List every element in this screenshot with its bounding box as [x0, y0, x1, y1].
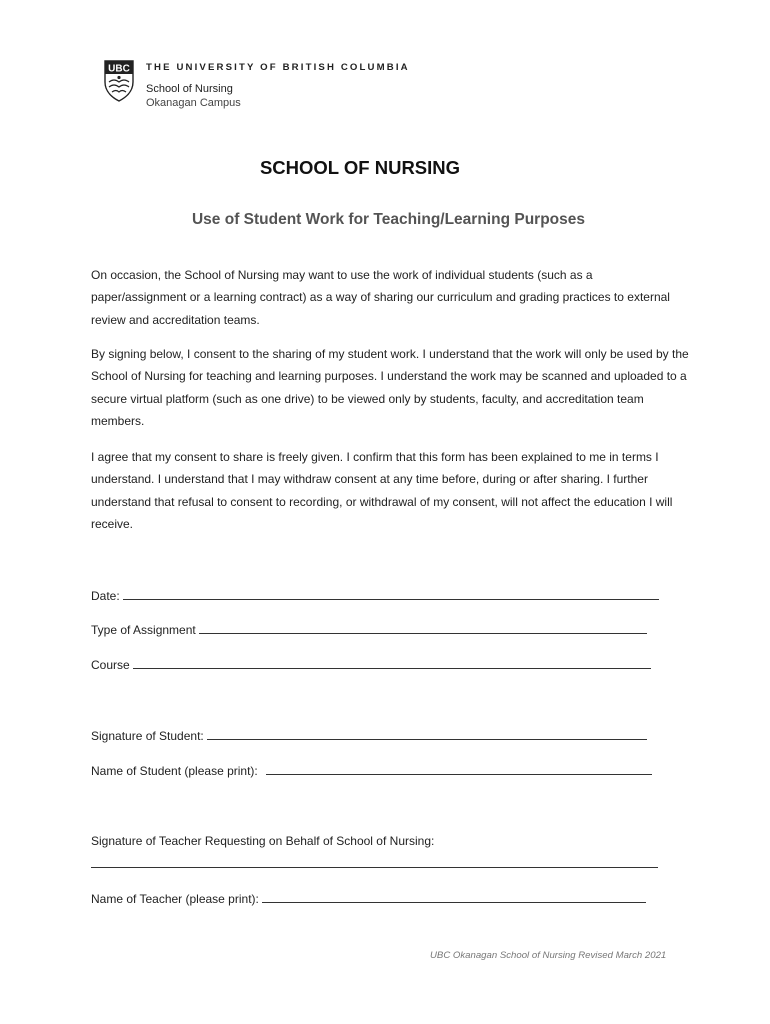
teacher-signature-label: Signature of Teacher Requesting on Behalf of School of Nursing: — [91, 834, 435, 848]
teacher-name-label: Name of Teacher (please print): — [91, 892, 259, 906]
assignment-type-label: Type of Assignment — [91, 623, 196, 637]
school-name: School of Nursing — [146, 83, 233, 95]
student-signature-label: Signature of Student: — [91, 729, 204, 743]
assignment-type-field-row — [91, 622, 647, 637]
footer-revision-note: UBC Okanagan School of Nursing Revised March 2021 — [430, 950, 667, 961]
student-signature-field[interactable] — [207, 728, 647, 740]
teacher-signature-field[interactable] — [91, 856, 658, 868]
student-name-label: Name of Student (please print): — [91, 764, 258, 778]
teacher-name-field-row — [91, 891, 646, 906]
assignment-type-field[interactable] — [199, 622, 647, 634]
ubc-crest-icon — [104, 60, 134, 102]
university-name: THE UNIVERSITY OF BRITISH COLUMBIA — [146, 62, 410, 73]
student-name-field-row — [91, 763, 652, 778]
date-field[interactable] — [123, 588, 659, 600]
paragraph-agreement: I agree that my consent to share is freely given. I confirm that this form has been explained to me in terms I understand. I understand that I may withdraw consent at any time before, during or after sharing. I further understand that refusal to consent to recording, or withdrawal of my consent, will not affect the education I will receive. — [91, 450, 673, 531]
page-subtitle: Use of Student Work for Teaching/Learning Purposes — [191, 211, 585, 228]
date-label: Date: — [91, 589, 120, 603]
date-field-row — [91, 588, 659, 603]
student-signature-field-row — [91, 728, 647, 743]
paragraph-consent: By signing below, I consent to the sharing of my student work. I understand that the work will only be used by the School of Nursing for teaching and learning purposes. I understand the work may be scanned and uploaded to a secure virtual platform (such as one drive) to be viewed only by students, faculty, and accreditation team members. — [91, 347, 689, 428]
crest-text: UBC — [108, 63, 130, 75]
course-field[interactable] — [133, 657, 651, 669]
student-name-field[interactable] — [266, 763, 652, 775]
course-field-row — [91, 657, 651, 672]
page-title: SCHOOL OF NURSING — [259, 157, 461, 178]
teacher-name-field[interactable] — [262, 891, 646, 903]
course-label: Course — [91, 658, 130, 672]
ubc-logo — [104, 60, 424, 114]
campus-name: Okanagan Campus — [146, 97, 241, 109]
paragraph-purpose: On occasion, the School of Nursing may want to use the work of individual students (such as a paper/assignment or a learning contract) as a way of sharing our curriculum and grading practices to external review and accreditation teams. — [91, 268, 670, 327]
